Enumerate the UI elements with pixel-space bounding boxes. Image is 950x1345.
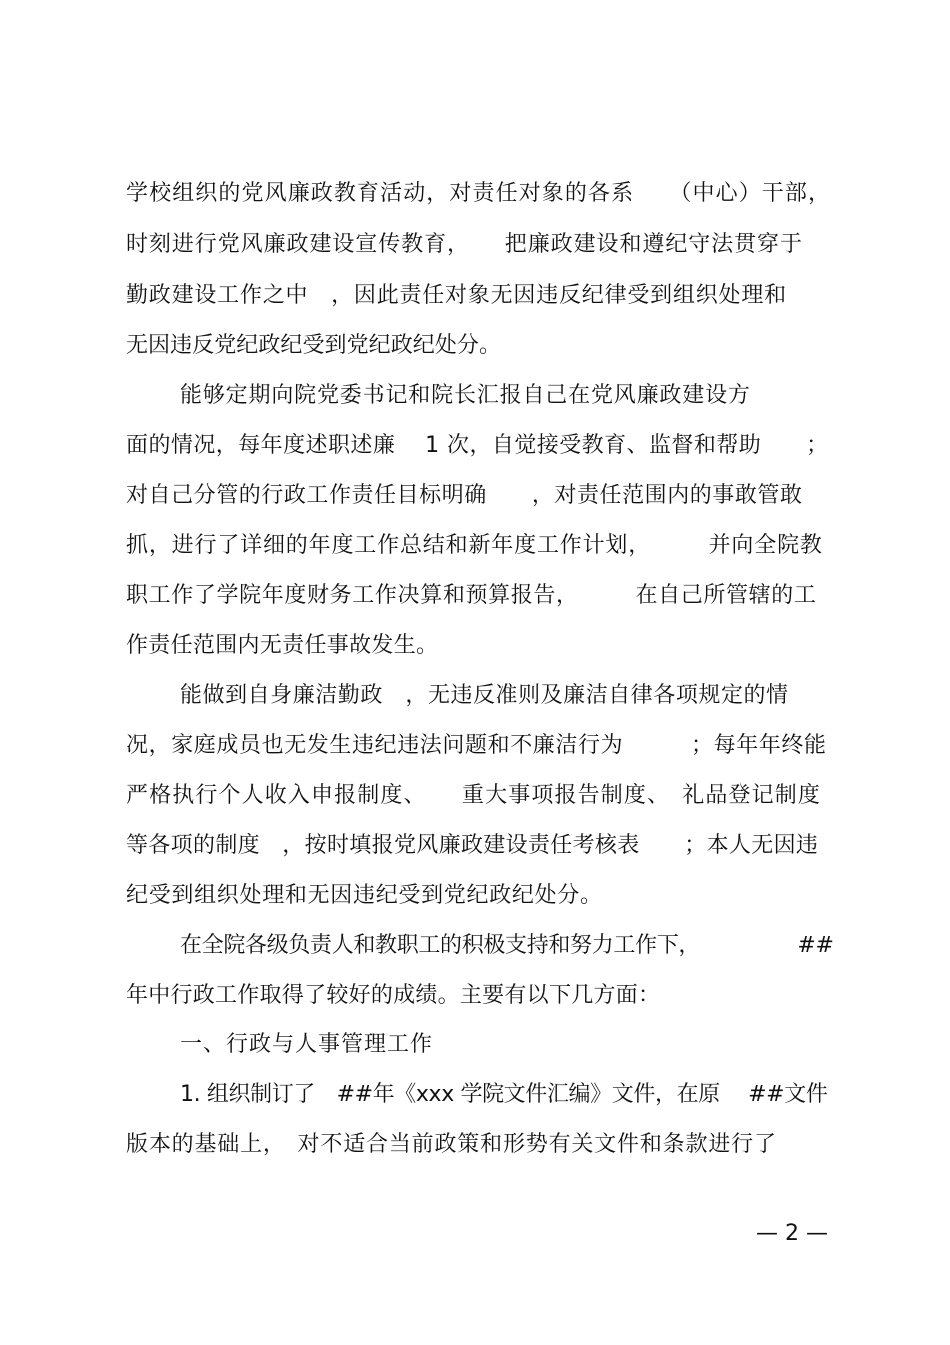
line-16: 在全院各级负责人和教职工的积极支持和努力工作下， ##: [180, 933, 834, 958]
page-number: — 2 —: [756, 1221, 828, 1246]
line-15: 纪受到组织处理和无因违纪受到党纪政纪处分。: [126, 883, 603, 908]
line-12: 况，家庭成员也无发生违纪违法问题和不廉洁行为 ；每年年终能: [126, 733, 827, 758]
line-5: 能够定期向院党委书记和院长汇报自己在党风廉政建设方: [180, 383, 751, 408]
line-20: 版本的基础上， 对不适合当前政策和形势有关文件和条款进行了: [126, 1132, 777, 1157]
line-2: 时刻进行党风廉政建设宣传教育， 把廉政建设和遵纪守法贯穿于: [126, 232, 803, 257]
line-3: 勤政建设工作之中 ，因此责任对象无因违反纪律受到组织处理和: [126, 283, 787, 308]
line-1: 学校组织的党风廉政教育活动，对责任对象的各系 （中心）干部，: [126, 181, 832, 206]
line-14: 等各项的制度 ，按时填报党风廉政建设责任考核表 ；本人无因违: [126, 833, 819, 858]
line-7: 对自己分管的行政工作责任目标明确 ，对责任范围内的事敢管敢: [126, 483, 803, 508]
line-18: 一、行政与人事管理工作: [180, 1032, 434, 1057]
line-19: 1. 组织制订了 ##年《xxx 学院文件汇编》文件，在原 ##文件: [180, 1082, 828, 1107]
line-8: 抓，进行了详细的年度工作总结和新年度工作计划， 并向全院教: [126, 533, 823, 558]
line-9: 职工作了学院年度财务工作决算和预算报告， 在自己所管辖的工: [126, 583, 817, 608]
line-4: 无因违反党纪政纪受到党纪政纪处分。: [126, 333, 502, 358]
line-6: 面的情况，每年度述职述廉 1 次，自觉接受教育、监督和帮助 ；: [126, 433, 829, 458]
line-11: 能做到自身廉洁勤政 ，无违反准则及廉洁自律各项规定的情: [180, 683, 789, 708]
line-10: 作责任范围内无责任事故发生。: [126, 633, 439, 658]
line-13: 严格执行个人收入申报制度、 重大事项报告制度、 礼品登记制度: [126, 783, 822, 808]
line-17: 年中行政工作取得了较好的成绩。主要有以下几方面：: [126, 983, 661, 1008]
